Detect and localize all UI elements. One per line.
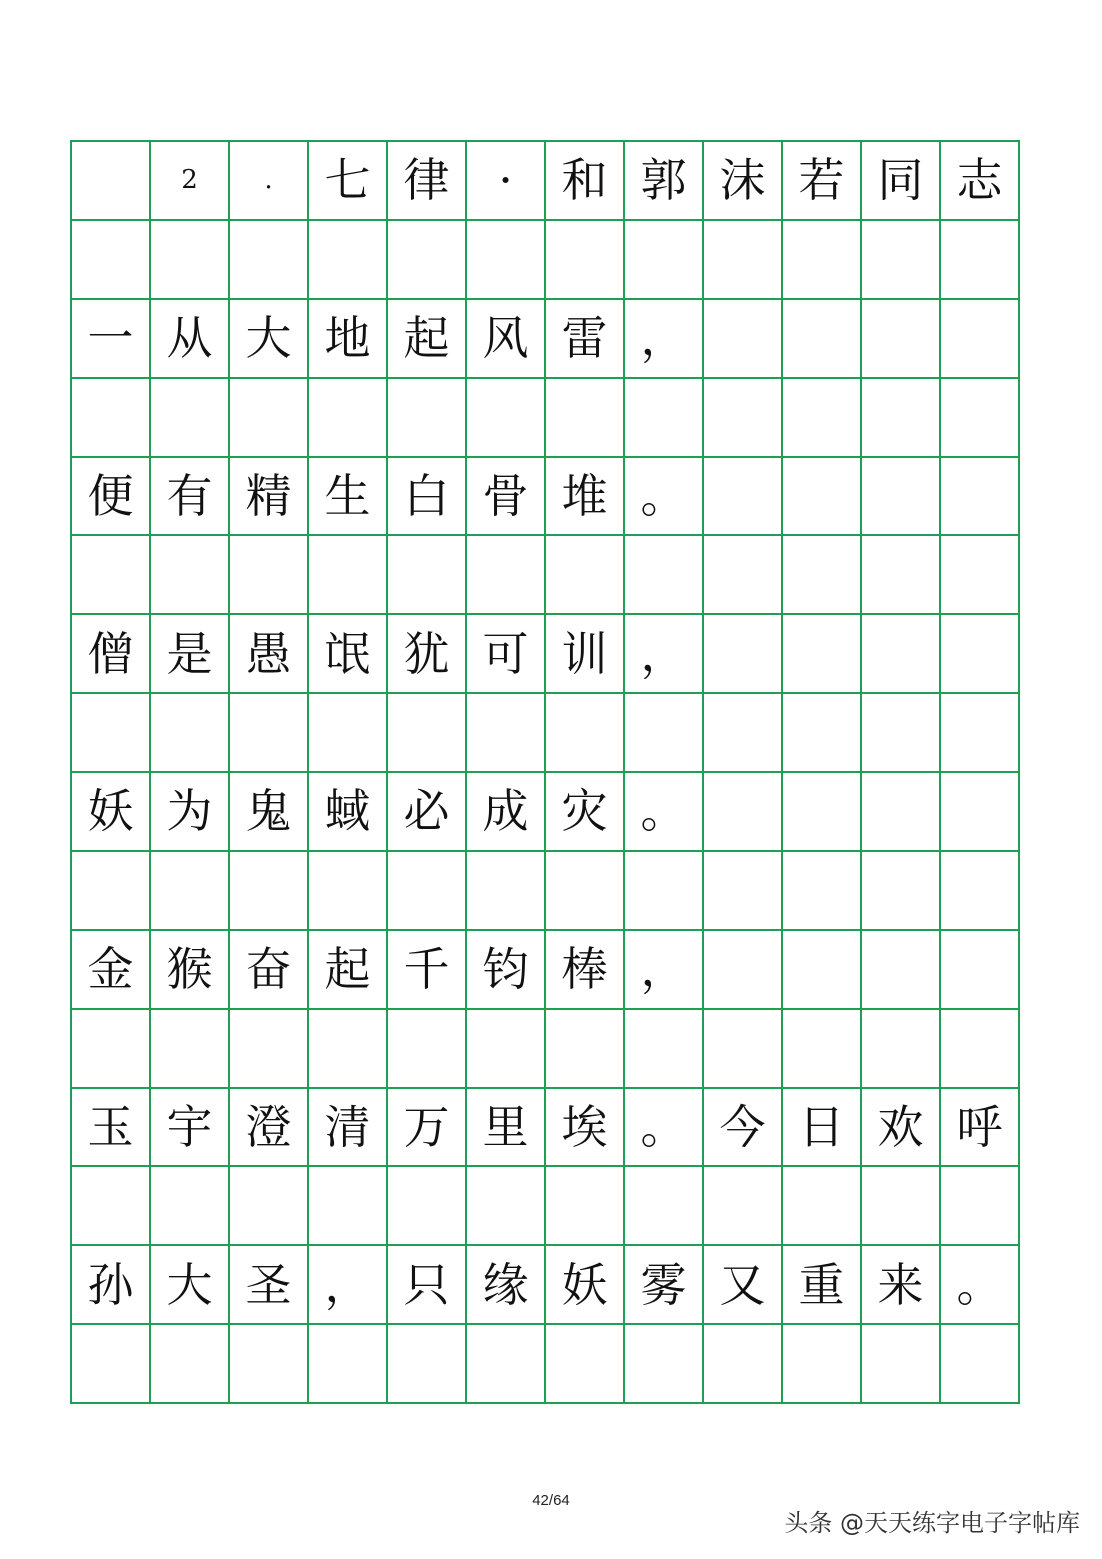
grid-cell: 。	[625, 773, 704, 852]
grid-cell: 妖	[546, 1246, 625, 1325]
grid-cell: 鬼	[230, 773, 309, 852]
grid-cell	[941, 852, 1020, 931]
grid-cell: 圣	[230, 1246, 309, 1325]
grid-cell: 沫	[704, 142, 783, 221]
grid-cell: 大	[230, 300, 309, 379]
grid-cell: 志	[941, 142, 1020, 221]
grid-cell	[388, 694, 467, 773]
grid-cell	[862, 221, 941, 300]
grid-cell	[388, 852, 467, 931]
grid-cell: 重	[783, 1246, 862, 1325]
grid-cell: 万	[388, 1089, 467, 1168]
grid-cell: 猴	[151, 931, 230, 1010]
grid-cell	[151, 536, 230, 615]
grid-cell	[388, 536, 467, 615]
grid-cell	[230, 694, 309, 773]
grid-cell: 。	[625, 458, 704, 537]
grid-cell	[230, 1325, 309, 1404]
grid-cell: 同	[862, 142, 941, 221]
grid-cell: ，	[625, 931, 704, 1010]
grid-cell: 里	[467, 1089, 546, 1168]
grid-cell: 从	[151, 300, 230, 379]
grid-cell: 大	[151, 1246, 230, 1325]
grid-cell	[72, 852, 151, 931]
grid-cell	[783, 300, 862, 379]
grid-cell	[783, 1167, 862, 1246]
grid-cell: 宇	[151, 1089, 230, 1168]
grid-cell	[230, 1167, 309, 1246]
grid-cell	[625, 221, 704, 300]
grid-cell	[230, 1010, 309, 1089]
grid-cell: 郭	[625, 142, 704, 221]
grid-cell	[388, 221, 467, 300]
grid-cell	[309, 379, 388, 458]
grid-cell: 地	[309, 300, 388, 379]
grid-cell	[625, 1010, 704, 1089]
page-number: 42/64	[532, 1492, 570, 1509]
writing-grid	[70, 140, 1020, 1404]
grid-cell	[151, 1167, 230, 1246]
grid-cell: 可	[467, 615, 546, 694]
grid-cell	[72, 221, 151, 300]
grid-cell: 灾	[546, 773, 625, 852]
grid-cell: 训	[546, 615, 625, 694]
grid-cell	[862, 458, 941, 537]
grid-cell	[862, 931, 941, 1010]
grid-cell: 蜮	[309, 773, 388, 852]
grid-cell	[941, 1010, 1020, 1089]
grid-cell: 便	[72, 458, 151, 537]
grid-cell	[467, 1167, 546, 1246]
grid-cell	[704, 773, 783, 852]
grid-cell	[704, 931, 783, 1010]
grid-cell	[151, 1325, 230, 1404]
grid-cell	[151, 221, 230, 300]
grid-cell	[862, 300, 941, 379]
grid-cell	[783, 379, 862, 458]
grid-cell	[941, 221, 1020, 300]
grid-cell	[704, 379, 783, 458]
grid-cell	[309, 1167, 388, 1246]
grid-cell: 千	[388, 931, 467, 1010]
grid-cell	[704, 300, 783, 379]
grid-cell: 又	[704, 1246, 783, 1325]
grid-cell	[704, 615, 783, 694]
grid-cell: .	[230, 142, 309, 221]
grid-cell: 金	[72, 931, 151, 1010]
grid-cell	[230, 536, 309, 615]
grid-cell	[625, 379, 704, 458]
grid-cell	[388, 379, 467, 458]
grid-cell	[546, 536, 625, 615]
grid-cell: 生	[309, 458, 388, 537]
grid-cell: 2	[151, 142, 230, 221]
grid-cell	[941, 694, 1020, 773]
grid-cell	[783, 852, 862, 931]
grid-cell: 精	[230, 458, 309, 537]
grid-cell	[783, 221, 862, 300]
grid-cell: 奋	[230, 931, 309, 1010]
grid-cell	[467, 221, 546, 300]
grid-cell	[467, 536, 546, 615]
grid-cell: 清	[309, 1089, 388, 1168]
grid-cell: 氓	[309, 615, 388, 694]
grid-cell	[151, 852, 230, 931]
grid-cell: 来	[862, 1246, 941, 1325]
grid-cell	[625, 852, 704, 931]
grid-cell: 七	[309, 142, 388, 221]
grid-cell: 。	[625, 1089, 704, 1168]
grid-cell	[151, 694, 230, 773]
grid-cell: 。	[941, 1246, 1020, 1325]
grid-cell: ，	[625, 300, 704, 379]
grid-cell	[230, 379, 309, 458]
grid-cell	[72, 142, 151, 221]
grid-cell	[862, 1325, 941, 1404]
grid-cell	[625, 1325, 704, 1404]
grid-cell	[862, 694, 941, 773]
grid-cell	[72, 1010, 151, 1089]
grid-cell: 有	[151, 458, 230, 537]
grid-cell: 堆	[546, 458, 625, 537]
grid-cell	[862, 536, 941, 615]
grid-cell	[704, 852, 783, 931]
grid-cell: 起	[388, 300, 467, 379]
grid-cell	[862, 615, 941, 694]
grid-cell	[783, 1010, 862, 1089]
grid-cell: 白	[388, 458, 467, 537]
grid-cell	[309, 852, 388, 931]
grid-cell	[388, 1325, 467, 1404]
grid-cell: 是	[151, 615, 230, 694]
grid-cell	[704, 221, 783, 300]
grid-cell	[862, 379, 941, 458]
grid-cell	[309, 1010, 388, 1089]
grid-cell: 愚	[230, 615, 309, 694]
grid-cell	[704, 536, 783, 615]
grid-cell	[783, 773, 862, 852]
grid-cell: 玉	[72, 1089, 151, 1168]
grid-cell: 孙	[72, 1246, 151, 1325]
grid-cell	[704, 458, 783, 537]
grid-cell: 日	[783, 1089, 862, 1168]
grid-cell	[467, 694, 546, 773]
grid-cell: ，	[625, 615, 704, 694]
grid-cell: 呼	[941, 1089, 1020, 1168]
grid-cell	[546, 379, 625, 458]
grid-cell: 妖	[72, 773, 151, 852]
grid-cell	[862, 773, 941, 852]
grid-cell	[783, 458, 862, 537]
grid-cell	[941, 536, 1020, 615]
grid-cell	[230, 852, 309, 931]
grid-cell: 为	[151, 773, 230, 852]
grid-cell	[625, 694, 704, 773]
grid-cell: ·	[467, 142, 546, 221]
grid-cell	[783, 694, 862, 773]
grid-cell	[783, 931, 862, 1010]
grid-cell	[467, 852, 546, 931]
grid-cell: 雾	[625, 1246, 704, 1325]
grid-cell	[546, 1325, 625, 1404]
grid-cell: 今	[704, 1089, 783, 1168]
grid-cell: 一	[72, 300, 151, 379]
grid-cell	[941, 458, 1020, 537]
grid-cell: 埃	[546, 1089, 625, 1168]
grid-cell	[72, 1167, 151, 1246]
grid-cell	[941, 931, 1020, 1010]
grid-cell: 犹	[388, 615, 467, 694]
grid-cell: 只	[388, 1246, 467, 1325]
grid-cell	[546, 221, 625, 300]
grid-cell	[625, 1167, 704, 1246]
grid-cell	[783, 1325, 862, 1404]
grid-cell: 成	[467, 773, 546, 852]
grid-cell: 和	[546, 142, 625, 221]
grid-cell	[546, 1167, 625, 1246]
grid-cell	[783, 615, 862, 694]
grid-cell	[467, 1325, 546, 1404]
grid-cell	[704, 1325, 783, 1404]
grid-cell	[151, 1010, 230, 1089]
grid-cell	[941, 379, 1020, 458]
grid-cell	[309, 221, 388, 300]
grid-cell	[309, 1325, 388, 1404]
grid-cell	[72, 694, 151, 773]
grid-cell	[862, 852, 941, 931]
grid-cell: 骨	[467, 458, 546, 537]
grid-cell	[546, 1010, 625, 1089]
grid-cell	[625, 536, 704, 615]
grid-cell	[941, 300, 1020, 379]
grid-cell	[72, 379, 151, 458]
grid-cell	[309, 536, 388, 615]
grid-cell: 棒	[546, 931, 625, 1010]
grid-cell: 起	[309, 931, 388, 1010]
grid-cell	[941, 773, 1020, 852]
grid-cell	[941, 1325, 1020, 1404]
grid-cell	[72, 1325, 151, 1404]
grid-cell: 钧	[467, 931, 546, 1010]
grid-cell	[151, 379, 230, 458]
grid-cell: ，	[309, 1246, 388, 1325]
grid-cell: 澄	[230, 1089, 309, 1168]
watermark-text: 头条 @天天练字电子字帖库	[784, 1509, 1080, 1537]
grid-cell: 风	[467, 300, 546, 379]
grid-cell	[941, 1167, 1020, 1246]
grid-cell	[467, 1010, 546, 1089]
grid-cell	[72, 536, 151, 615]
grid-cell: 律	[388, 142, 467, 221]
grid-cell: 若	[783, 142, 862, 221]
grid-cell	[546, 852, 625, 931]
grid-cell	[704, 1010, 783, 1089]
grid-cell	[862, 1167, 941, 1246]
grid-cell	[704, 694, 783, 773]
grid-cell	[862, 1010, 941, 1089]
grid-cell	[230, 221, 309, 300]
grid-cell: 缘	[467, 1246, 546, 1325]
grid-cell	[704, 1167, 783, 1246]
grid-cell	[467, 379, 546, 458]
grid-cell	[546, 694, 625, 773]
grid-cell	[309, 694, 388, 773]
grid-cell	[388, 1010, 467, 1089]
grid-cell	[941, 615, 1020, 694]
grid-cell: 必	[388, 773, 467, 852]
grid-cell: 欢	[862, 1089, 941, 1168]
grid-cell: 雷	[546, 300, 625, 379]
grid-cell: 僧	[72, 615, 151, 694]
grid-cell	[388, 1167, 467, 1246]
grid-cell	[783, 536, 862, 615]
